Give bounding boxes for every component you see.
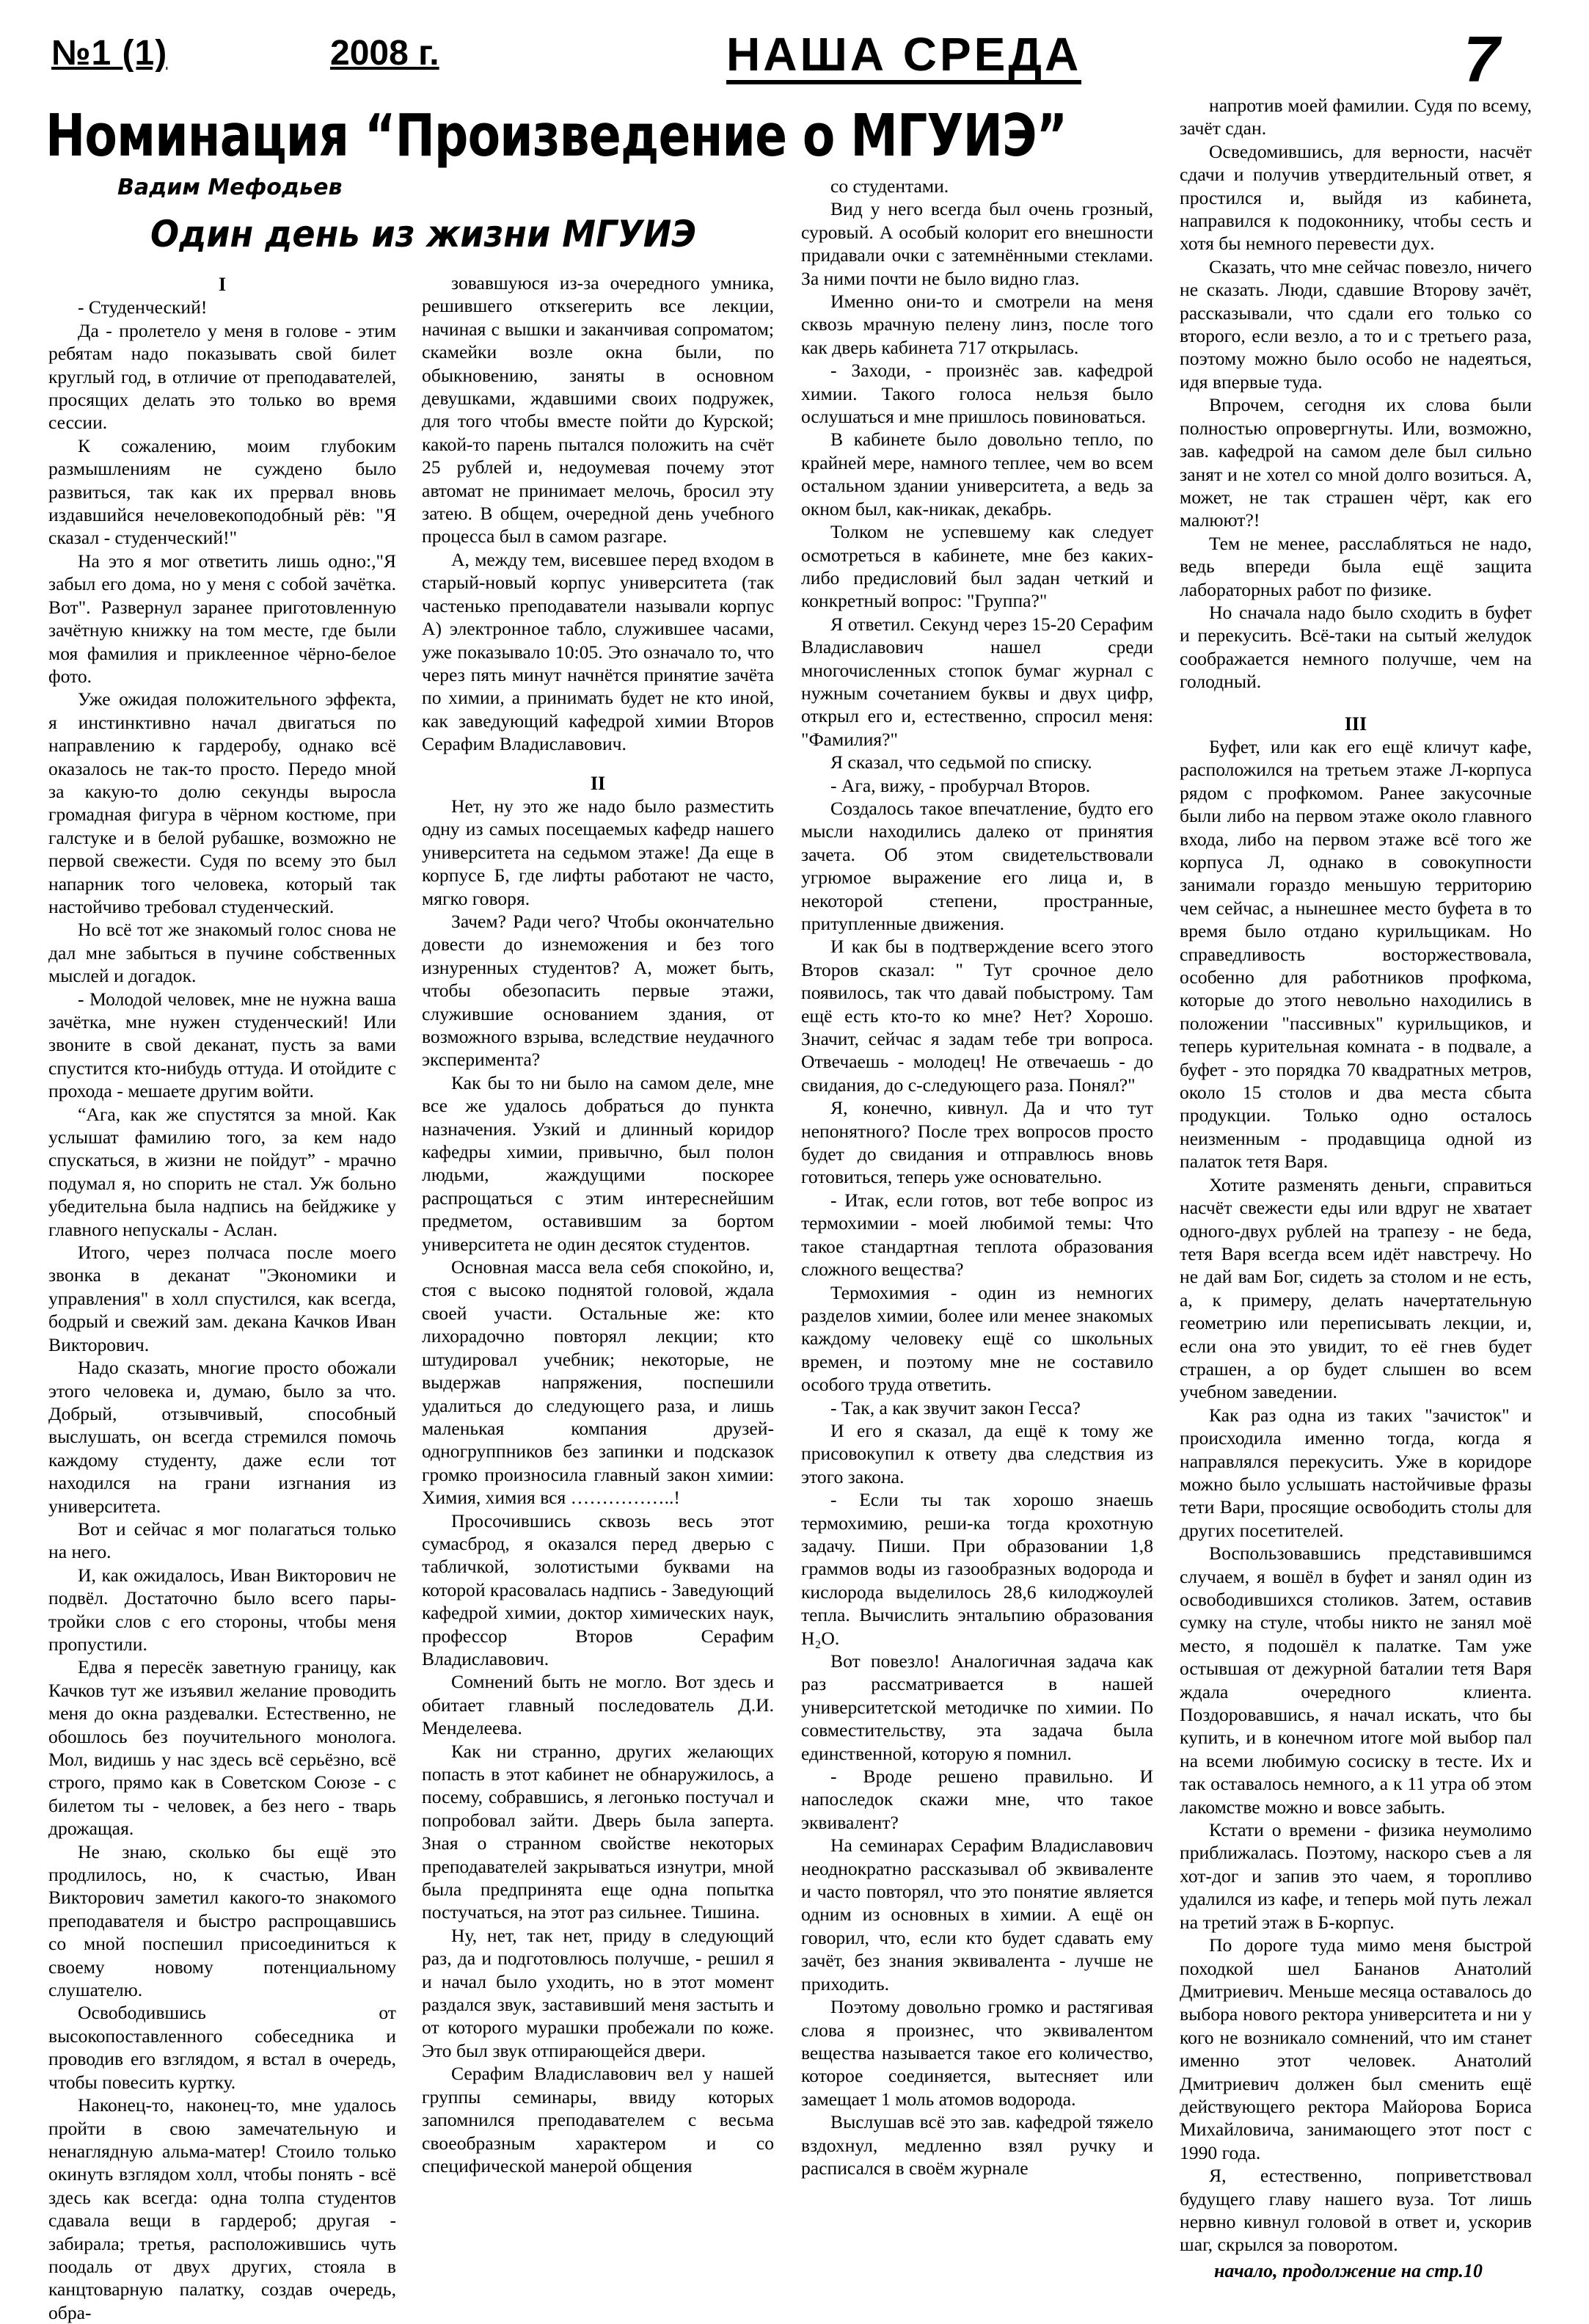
paragraph: На семинарах Серафим Владиславович неоднократно рассказывал об эквиваленте и часто повторял, что это понятие является одним из основных в химии. А ещё он говорил, что, если кто будет сдавать ему зачёт, без знания эквивалента - лучше не приходить. (801, 1835, 1153, 1995)
paragraph: Ну, нет, так нет, приду в следующий раз, да и подготовлюсь получше, - решил я и начал было уходить, но в этот момент раздался звук, заставивший меня застыть и от которого мурашки пробежали по коже. Это был звук отпирающейся двери. (422, 1924, 774, 2061)
paragraph: - Ага, вижу, - пробурчал Второв. (830, 774, 1091, 796)
paragraph: Выслушав всё это зав. кафедрой тяжело вздохнул, медленно взял ручку и расписался в своём журнале (801, 2111, 1153, 2179)
paragraph: Вот повезло! Аналогичная задача как раз рассматривается в нашей университетской методичке по химии. По совместительству, эта задача была единственной, которую я помнил. (801, 1650, 1153, 1764)
headline: Номинация “Произведение о МГУИЭ” (45, 102, 1067, 170)
paragraph: Как ни странно, других желающих попасть в этот кабинет не обнаружилось, а посему, собравшись, я легонько постучал и попробовал зайти. Дверь была заперта. Зная о странном свойстве некоторых преподавателей закрываться изнутри, мной была предпринята еще одна попытка постучаться, на этот раз сильнее. Тишина. (422, 1740, 774, 1923)
paragraph: Серафим Владиславович вел у нашей группы семинары, ввиду которых запомнился преподавателем с весьма своеобразным характером и со специфической манерой общения (422, 2063, 774, 2177)
paragraph: Наконец-то, наконец-то, мне удалось пройти в свою замечательную и ненаглядную альма-матер! Стоило только окинуть взглядом холл, чтобы понять - всё здесь как всегда: одна толпа студентов сдавала вещи в гардероб; другая - забирала; третья, расположившись чуть поодаль от двух других, стояла в канцтоварную палатку, создав очередь, обра- (48, 2094, 396, 2323)
column-3 (801, 175, 1153, 2275)
column-4-text-a (1180, 94, 1532, 693)
paragraph: Толком не успевшему как следует осмотреться в кабинете, мне без каких-либо предисловий был задан четкий и конкретный вопрос: "Группа?" (801, 521, 1153, 612)
paragraph: зовавшуюся из-за очередного умника, решившего откserepить все лекции, начиная с вышки и заканчивая сопроматом; скамейки возле окна были, по обыкновению, заняты в основном девушками, ждавшими своих подружек, для того чтобы вместе пойти до Курской; какой-то парень пытался положить на счёт 25 рублей и, недоумевая почему этот автомат не принимает мелочь, бросил эту затею. В общем, очередной день учебного процесса был в самом разгаре. (422, 272, 774, 547)
paragraph: Воспользовавшись представившимся случаем, я вошёл в буфет и занял один из освободившихся столиков. Затем, оставив сумку на стуле, чтобы никто не занял моё место, я подошёл к палатке. Там уже остывшая от дежурной баталии тетя Варя ждала очередного клиента. Поздоровавшись, я начал искать, что бы купить, и в конечном итоге мой выбор пал на всеми любимую сосиску в тесте. Их и так оставалось немного, а к 11 утра об этом лакомстве можно и вовсе забыть. (1180, 1542, 1532, 1818)
author-name: Вадим Мефодьев (117, 175, 343, 200)
paragraph: По дороге туда мимо меня быстрой походкой шел Бананов Анатолий Дмитриевич. Меньше месяца оставалось до выбора нового ректора университета и ни у кого не возникало сомнений, что им станет именно этот человек. Анатолий Дмитриевич должен был сменить ещё действующего ректора Майорова Бориса Михайловича, занимающего этот пост с 1990 года. (1180, 1934, 1532, 2163)
paragraph: Нет, ну это же надо было разместить одну из самых посещаемых кафедр нашего университета на седьмом этаже! Да еще в корпусе Б, где лифты работают не часто, мягко говоря. (422, 795, 774, 909)
paragraph: В кабинете было довольно тепло, по крайней мере, намного теплее, чем во всем остальном здании университета, а ведь за окном был, как-никак, декабрь. (801, 429, 1153, 520)
issue-year: 2008 г. (330, 34, 439, 73)
masthead (51, 23, 1541, 95)
paragraph: - Заходи, - произнёс зав. кафедрой химии. Такого голоса нельзя было ослушаться и мне пришлось повиноваться. (801, 360, 1153, 428)
paragraph: Термохимия - один из немногих разделов химии, более или менее знакомых каждому человеку ещё со школьных времен, и поэтому мне не составило особого труда ответить. (801, 1281, 1153, 1396)
paragraph: Тем не менее, расслабляться не надо, ведь впереди была ещё защита лабораторных работ по физике. (1180, 532, 1532, 600)
paragraph: На это я мог ответить лишь одно:,"Я забыл его дома, но у меня с собой зачётка. Вот". Развернул заранее приготовленную зачётную книжку на том месте, где были моя фамилия и приклеенное чёрно-белое фото. (48, 550, 396, 687)
column-2 (422, 272, 774, 2264)
paragraph: Просочившись сквозь весь этот сумасброд, я оказался перед дверью с табличкой, золотистыми буквами на которой красовалась надпись - Заведующий кафедрой химии, доктор химических наук, профессор Второв Серафим Владиславович. (422, 1509, 774, 1669)
paragraph: Хотите разменять деньги, справиться насчёт свежести еды или вдруг не хватает одного-двух рублей на трапезу - не беда, тетя Варя всегда всем идёт навстречу. Но не дай вам Бог, сидеть за столом и не есть, а, к примеру, делать начертательную геометрию или переписывать лекции, и, если она это увидит, то её гнев будет страшен, а ор будет слышен во всем учебном заведении. (1180, 1173, 1532, 1403)
section-heading-3: III (1344, 713, 1367, 735)
paragraph: К сожалению, моим глубоким размышлениям не суждено было развиться, так как их прервал вновь издавшийся нечеловекоподобный рёв: "Я сказал - студенческий!" (48, 434, 396, 549)
issue-number: №1 (1) (51, 34, 168, 73)
paragraph: И его я сказал, да ещё к тому же присовокупил к ответу два следствия из этого закона. (801, 1419, 1153, 1487)
paragraph: Кстати о времени - физика неумолимо приближалась. Поэтому, наскоро съев а ля хот-дог и запив это чаем, я торопливо удалился из кафе, и теперь мой путь лежал на третий этаж в Б-корпус. (1180, 1819, 1532, 1933)
paragraph: Я ответил. Секунд через 15-20 Серафим Владиславович нашел среди многочисленных стопок бумаг журнал с нужным сочетанием буквы и двух цифр, открыл его и, естественно, спросил меня: "Фамилия?" (801, 613, 1153, 750)
paragraph: Уже ожидая положительного эффекта, я инстинктивно начал двигаться по направлению к гардеробу, однако всё оказалось не так-то просто. Передо мной за какую-то долю секунды выросла громадная фигура в чёрном костюме, при галстуке и в белой рубашке, возможно не первой свежести. Судя по всему это был напарник того человека, который так настойчиво требовал студенческий. (48, 688, 396, 917)
column-1 (48, 273, 396, 2323)
paragraph: - Молодой человек, мне не нужна ваша зачётка, мне нужен студенческий! Или звоните в свой деканат, пусть за вами спустится кто-нибудь оттуда. И отойдите с прохода - мешаете другим войти. (48, 988, 396, 1102)
section-heading-2: II (590, 772, 606, 794)
paragraph: Я сказал, что седьмой по списку. (830, 751, 1092, 773)
column-4 (1180, 94, 1532, 2256)
paragraph: Вид у него всегда был очень грозный, суровый. А особый колорит его внешности придавали очки с затемнёнными стеклами. За ними почти не было видно глаз. (801, 198, 1153, 289)
paragraph: Я, конечно, кивнул. Да и что тут непонятного? После трех вопросов просто будет до свидания и отправлюсь вновь готовиться, теперь уже основательно. (801, 1097, 1153, 1188)
paragraph: И как бы в подтверждение всего этого Второв сказал: " Тут срочное дело появилось, так что давай побыстрому. Там ещё есть кто-то ко мне? Нет? Хорошо. Значит, сейчас я задам тебе три вопроса. Отвечаешь - молодец! Не отвечаешь - до свидания, до с-следующего раза. Понял?" (801, 936, 1153, 1096)
column-2-text-b (422, 795, 774, 2177)
paragraph: Итого, через полчаса после моего звонка в деканат "Экономики и управления" в холл спустился, как всегда, бодрый и свежий зам. декана Качков Иван Викторович. (48, 1242, 396, 1355)
paragraph: Не знаю, сколько бы ещё это продлилось, но, к счастью, Иван Викторович заметил какого-то знакомого преподавателя и быстро распрощавшись со мной поспешил присоединиться к своему новому потенциальному слушателю. (48, 1840, 396, 2001)
paragraph: И, как ожидалось, Иван Викторович не подвёл. Достаточно было всего пары-тройки слов с его стороны, чтобы меня пропустили. (48, 1564, 396, 1655)
paragraph: - Студенческий! (78, 296, 208, 318)
paragraph: Как раз одна из таких "зачисток" и происходила именно тогда, когда я направлялся перекусить. Уже в коридоре можно было услышать настойчивые фразы тети Вари, просящие освободить столы для других посетителей. (1180, 1404, 1532, 1541)
paragraph: - Если ты так хорошо знаешь термохимию, реши-ка тогда крохотную задачу. Пиши. При образовании 1,8 граммов воды из газообразных водорода и кислорода выделилось 28,6 килоджоулей тепла. Вычислить энтальпию образования H₂O. (801, 1489, 1153, 1649)
paragraph: Как бы то ни было на самом деле, мне все же удалось добраться до пункта назначения. Узкий и длинный коридор кафедры химии, привычно, был полон людьми, жаждущими поскорее распрощаться с этим интереснейшим предметом, оставившим за бортом университета не один десяток студентов. (422, 1071, 774, 1255)
paragraph: Надо сказать, многие просто обожали этого человека и, думаю, было за что. Добрый, отзывчивый, способный выслушать, он всегда стремился помочь каждому студенту, даже если тот находился на грани изгнания из университета. (48, 1357, 396, 1517)
paragraph: Сказать, что мне сейчас повезло, ничего не сказать. Люди, сдавшие Второву зачёт, рассказывали, что сдали его только со второго, если везло, а то и с третьего раза, поэтому можно было особо не надеяться, идя впервые туда. (1180, 255, 1532, 393)
paragraph: Но всё тот же знакомый голос снова не дал мне забыться в пучине собственных мыслей и догадок. (48, 919, 396, 987)
paragraph: “Ага, как же спустятся за мной. Как услышат фамилию того, за кем надо спускаться, в жизни не пойдут” - мрачно подумал я, но спорить не стал. Уж больно убедительна была надпись на бейджике у главного непускалы - Аслан. (48, 1103, 396, 1240)
paragraph: Осведомившись, для верности, насчёт сдачи и получив утвердительный ответ, я простился и, выйдя из кабинета, направился к подоконнику, чтобы сесть и хотя бы немного перевести дух. (1180, 140, 1532, 255)
continuation-note: начало, продолжение на стр.10 (1214, 2260, 1483, 2281)
paragraph: Освободившись от высокопоставленного собеседника и проводив его взглядом, я встал в очередь, чтобы повесить куртку. (48, 2002, 396, 2093)
paragraph: - Так, а как звучит закон Гесса? (830, 1396, 1081, 1418)
newspaper-title: НАША СРЕДА (726, 29, 1081, 84)
paragraph: Зачем? Ради чего? Чтобы окончательно довести до изнеможения и без того изнуренных студентов? А, может быть, чтобы обезопасить первые этажи, служившие основанием здания, от возможного взрыва, вследствие неудачного эксперимента? (422, 910, 774, 1071)
column-3-text (801, 175, 1153, 2179)
paragraph: Да - пролетело у меня в голове - этим ребятам надо показывать свой билет круглый год, в отличие от преподавателей, просящих делать это только во время сессии. (48, 319, 396, 434)
paragraph: Именно они-то и смотрели на меня сквозь мрачную пелену линз, после того как дверь кабинета 717 открылась. (801, 291, 1153, 358)
column-2-text-a (422, 272, 774, 756)
paragraph: напротив моей фамилии. Судя по всему, зачёт сдан. (1180, 95, 1532, 139)
paragraph: Создалось такое впечатление, будто его мысли находились далеко от принятия зачета. Об этом свидетельствовали угрюмое выражение его лица и, в некоторой степени, пространные, притупленные движения. (801, 797, 1153, 934)
paragraph: А, между тем, висевшее перед входом в старый-новый корпус университета (так частенько преподаватели называли корпус А) электронное табло, служившее часами, уже показывало 10:05. Это означало то, что через пять минут начнётся принятие зачёта по химии, а принимать будет не кто иной, как заведующий кафедрой химии Второв Серафим Владиславович. (422, 548, 774, 755)
page-number: 7 (1464, 23, 1499, 95)
paragraph: - Итак, если готов, вот тебе вопрос из термохимии - моей любимой темы: Что такое стандартная теплота образования сложного вещества? (801, 1189, 1153, 1281)
paragraph: Буфет, или как его ещё кличут кафе, расположился на третьем этаже Л-корпуса рядом с профкомом. Ранее закусочные были либо на первом этаже около главного входа, либо на первом этаже всё того же корпуса Л, однако в совокупности занимали гораздо меньшую территорию чем сейчас, а нынешнее место буфета в то время было отдано курильщикам. Но справедливость восторжествовала, особенно для работников профкома, которые до этого невольно находились в положении "пассивных" курильщиков, и теперь курительная комната - в подвале, а буфет - это порядка 70 квадратных метров, около 15 столов и два места сбыта продукции. Только одно осталось неизменным - продавщица одной из палаток тетя Варя. (1180, 735, 1532, 1173)
paragraph: со студентами. (830, 175, 949, 197)
paragraph: Впрочем, сегодня их слова были полностью опровергнуты. Или, возможно, зав. кафедрой на самом деле был сильно занят и не хотел со мной долго возиться. А, может, не так страшен чёрт, как его малюют?! (1180, 394, 1532, 531)
paragraph: Вот и сейчас я мог полагаться только на него. (48, 1518, 396, 1563)
article-title: Один день из жизни МГУИЭ (150, 213, 697, 255)
paragraph: Я, естественно, поприветствовал будущего главу нашего вуза. Тот лишь нервно кивнул головой в ответ и, ускорив шаг, скрылся за поворотом. (1180, 2165, 1532, 2256)
column-4-text-b (1180, 735, 1532, 2256)
paragraph: Но сначала надо было сходить в буфет и перекусить. Всё-таки на сытый желудок соображается немного получше, чем на голодный. (1180, 601, 1532, 693)
paragraph: Едва я пересёк заветную границу, как Качков тут же изъявил желание проводить меня до окна раздевалки. Естественно, не обошлось без поучительного монолога. Мол, видишь у нас здесь всё серьёзно, всё строго, прямо как в Советском Союзе - с билетом ты - человек, а без него - тварь дрожащая. (48, 1656, 396, 1840)
paragraph: Сомнений быть не могло. Вот здесь и обитает главный последователь Д.И. Менделеева. (422, 1671, 774, 1739)
paragraph: Основная масса вела себя спокойно, и, стоя с высоко поднятой головой, ждала своей участи. Остальные же: кто лихорадочно повторял лекции; кто штудировал учебник; некоторые, не выдержав напряжения, поспешили удалиться до следующего раза, и лишь маленькая компания друзей-одногруппников без запинки и подсказок громко произносила главный закон химии: Химия, химия вся ……………..! (422, 1256, 774, 1509)
section-heading-1: I (218, 274, 227, 295)
paragraph: - Вроде решено правильно. И напоследок скажи мне, что такое эквивалент? (801, 1766, 1153, 1833)
column-1-text (48, 296, 396, 2324)
paragraph: Поэтому довольно громко и растягивая слова я произнес, что эквивалентом вещества называется такое его количество, которое соединяется, вытесняет или замещает 1 моль атомов водорода. (801, 1996, 1153, 2110)
